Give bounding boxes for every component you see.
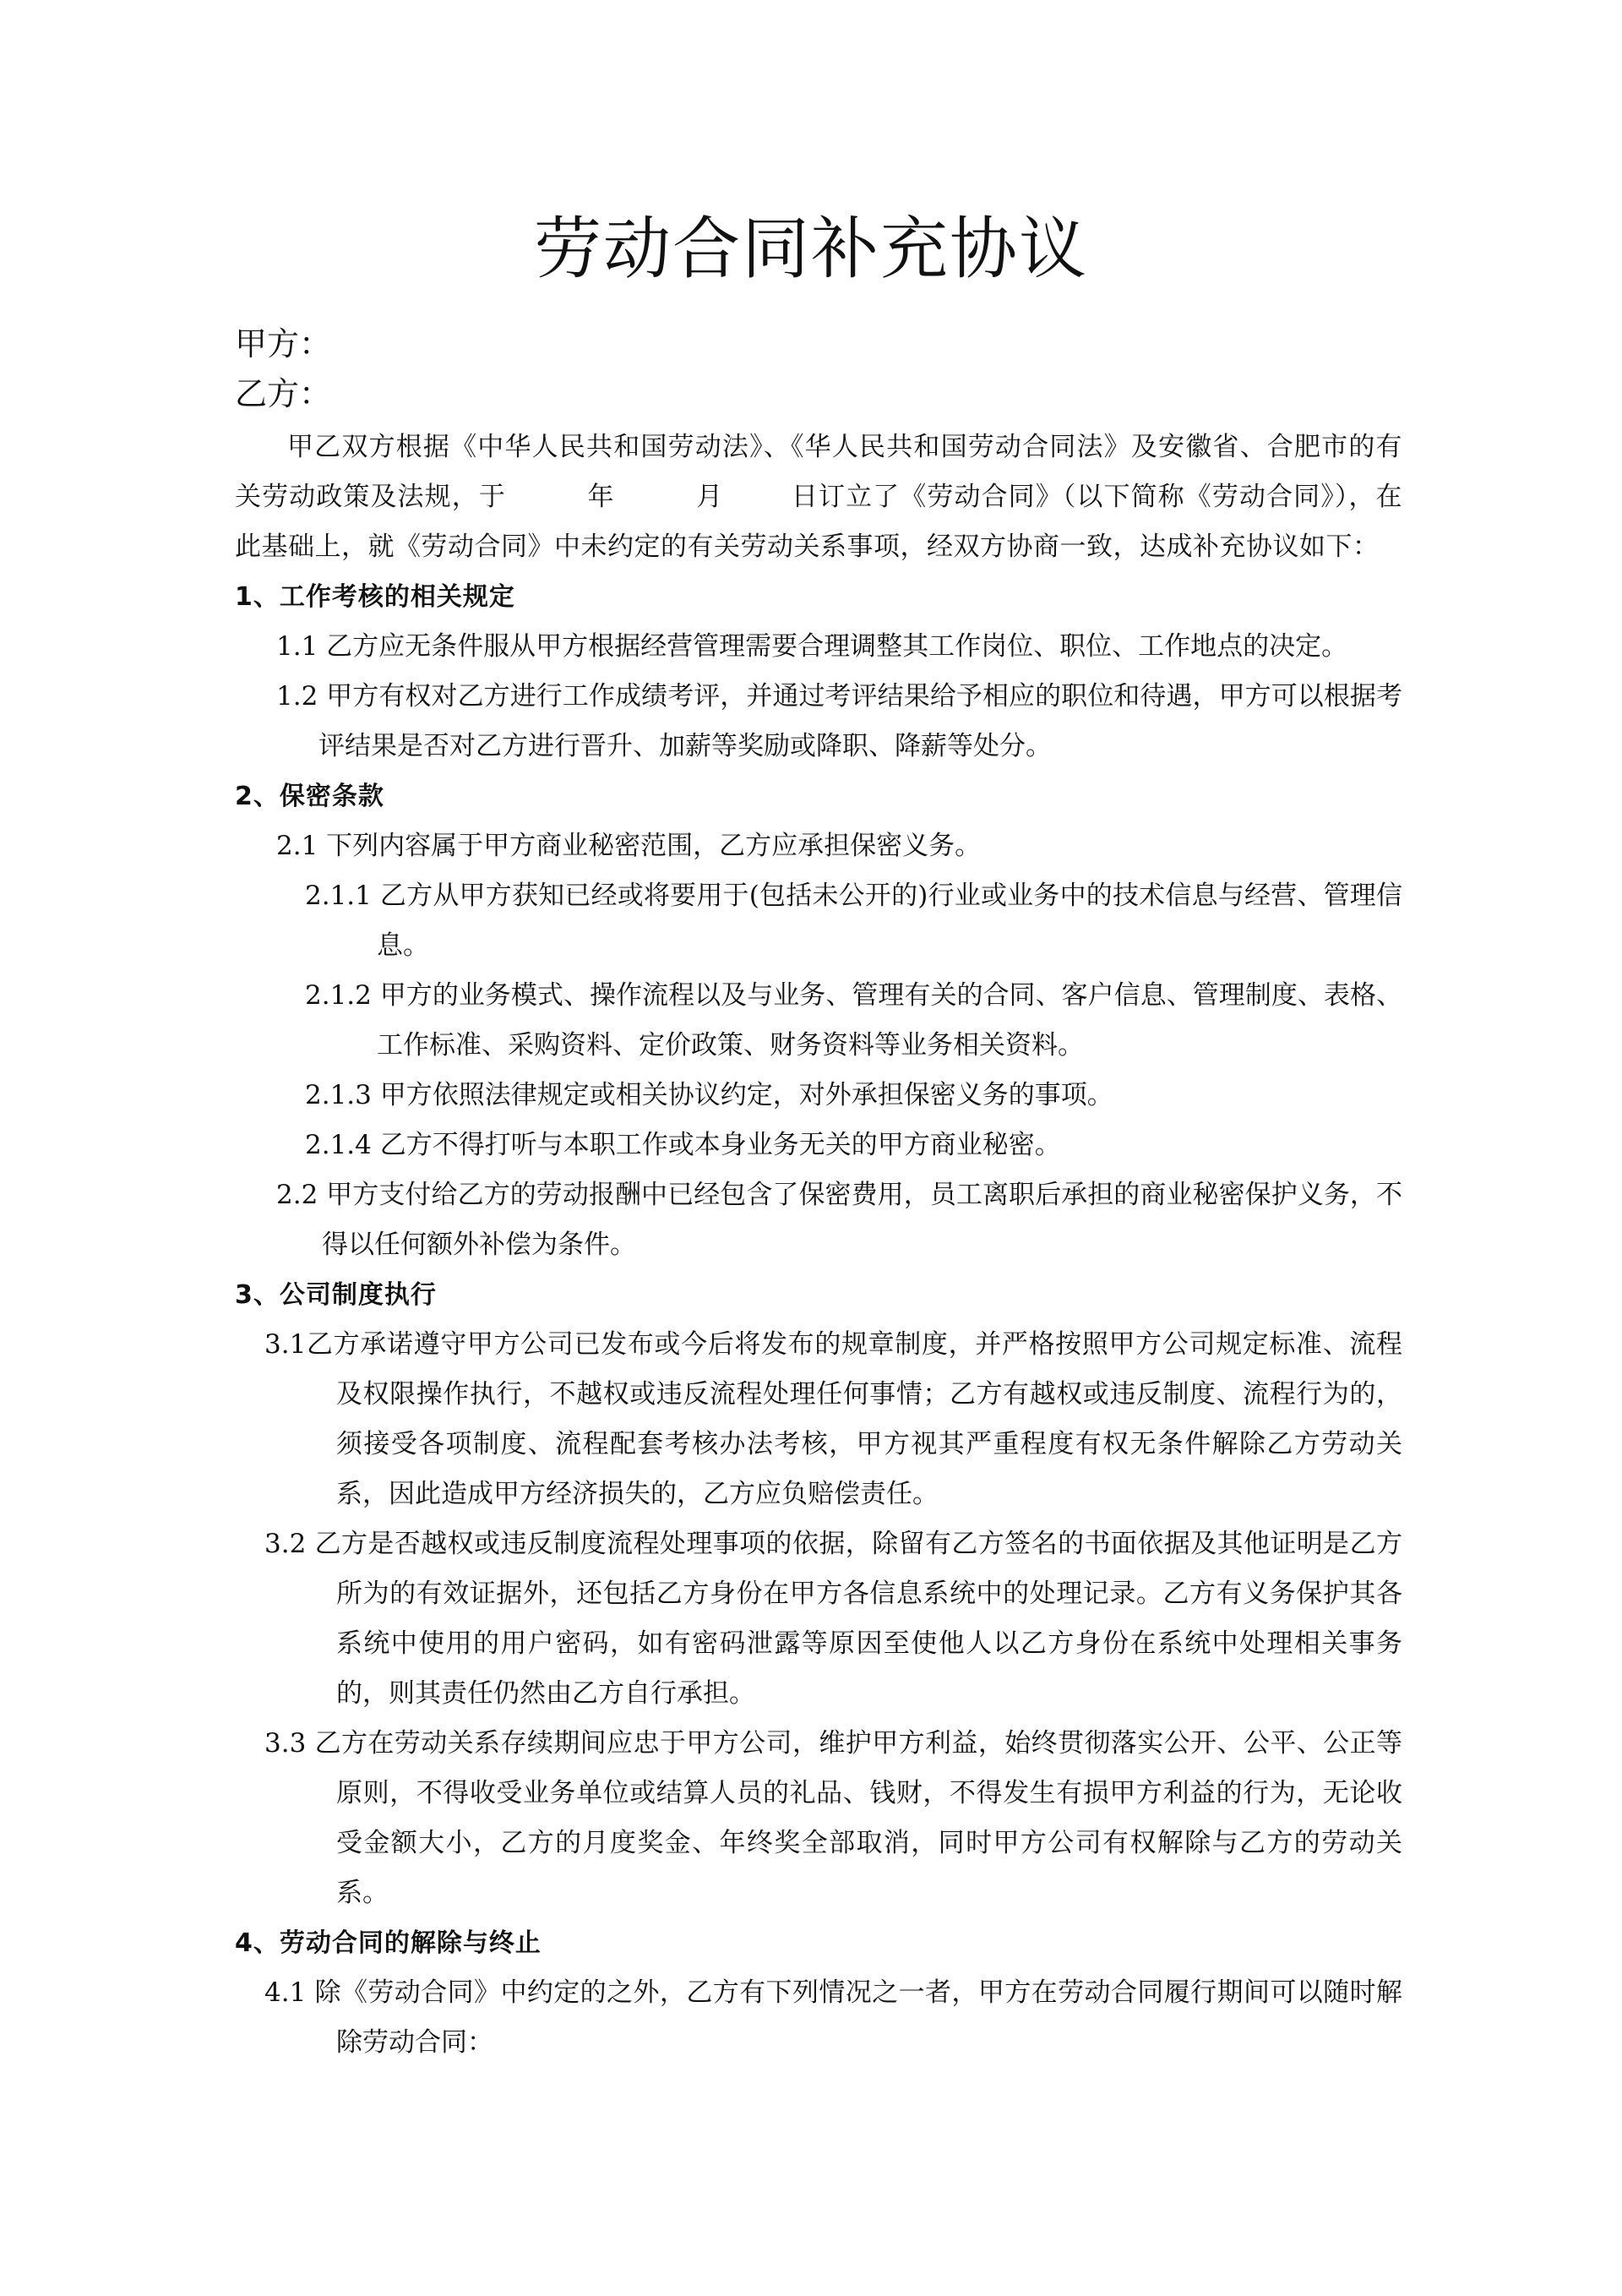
clause-1-1: 1.1 乙方应无条件服从甲方根据经营管理需要合理调整其工作岗位、职位、工作地点的决定。 — [276, 631, 1348, 662]
section-title-1: 1、工作考核的相关规定 — [235, 582, 515, 612]
party-a-label: 甲方： — [235, 325, 332, 363]
intro-month: 月 — [695, 482, 724, 512]
clause-1-2: 1.2 甲方有权对乙方进行工作成绩考评，并通过考评结果给予相应的职位和待遇，甲方可以根据考评结果是否对乙方进行晋升、加薪等奖励或降职、降薪等处分。 — [276, 681, 1402, 761]
intro-year: 年 — [586, 482, 615, 512]
section-title-4: 4、劳动合同的解除与终止 — [235, 1928, 542, 1958]
clause-3-1: 3.1乙方承诺遵守甲方公司已发布或今后将发布的规章制度，并严格按照甲方公司规定标准、流程及权限操作执行，不越权或违反流程处理任何事情；乙方有越权或违反制度、流程行为的，须接受各项制度、流程配套考核办法考核，甲方视其严重程度有权无条件解除乙方劳动关系，因此造成甲方经济损失的，乙方应负赔偿责任。 — [264, 1329, 1402, 1509]
clause-2-1-4: 2.1.4 乙方不得打听与本职工作或本身业务无关的甲方商业秘密。 — [305, 1130, 1061, 1160]
intro-part2: 日订立了《劳动合同》（以下简称《劳动合同》），在此基础上，就《劳动合同》中未约定的有关劳动关系事项，经双方协商一致，达成补充协议如下： — [235, 482, 1403, 562]
intro-part1: 甲乙双方根据《中华人民共和国劳动法》、《华人民共和国劳动合同法》及安徽省、合肥市的有关劳动政策及法规，于 — [235, 432, 1402, 512]
clause-2-2: 2.2 甲方支付给乙方的劳动报酬中已经包含了保密费用，员工离职后承担的商业秘密保护义务，不得以任何额外补偿为条件。 — [276, 1180, 1402, 1260]
section-title-3: 3、公司制度执行 — [235, 1280, 437, 1310]
clause-3-3: 3.3 乙方在劳动关系存续期间应忠于甲方公司，维护甲方利益，始终贯彻落实公开、公平、公正等原则，不得收受业务单位或结算人员的礼品、钱财，不得发生有损甲方利益的行为，无论收受金额大小，乙方的月度奖金、年终奖全部取消，同时甲方公司有权解除与乙方的劳动关系。 — [264, 1728, 1402, 1908]
clause-2-1: 2.1 下列内容属于甲方商业秘密范围，乙方应承担保密义务。 — [276, 831, 982, 861]
clause-2-1-3: 2.1.3 甲方依照法律规定或相关协议约定，对外承担保密义务的事项。 — [305, 1080, 1113, 1110]
section-title-2: 2、保密条款 — [235, 782, 384, 811]
clause-2-1-2: 2.1.2 甲方的业务模式、操作流程以及与业务、管理有关的合同、客户信息、管理制度、表格、工作标准、采购资料、定价政策、财务资料等业务相关资料。 — [305, 980, 1402, 1061]
document-title: 劳动合同补充协议 — [534, 210, 1088, 288]
intro-paragraph — [235, 423, 1402, 572]
party-b-label: 乙方： — [235, 375, 332, 412]
document-body — [235, 423, 1402, 2068]
clause-4-1: 4.1 除《劳动合同》中约定的之外，乙方有下列情况之一者，甲方在劳动合同履行期间可以随时解除劳动合同： — [264, 1977, 1402, 2058]
clause-2-1-1: 2.1.1 乙方从甲方获知已经或将要用于(包括未公开的)行业或业务中的技术信息与经营、管理信息。 — [305, 881, 1402, 961]
clause-3-2: 3.2 乙方是否越权或违反制度流程处理事项的依据，除留有乙方签名的书面依据及其他证明是乙方所为的有效证据外，还包括乙方身份在甲方各信息系统中的处理记录。乙方有义务保护其各系统中使用的用户密码，如有密码泄露等原因至使他人以乙方身份在系统中处理相关事务的，则其责任仍然由乙方自行承担。 — [264, 1529, 1402, 1709]
